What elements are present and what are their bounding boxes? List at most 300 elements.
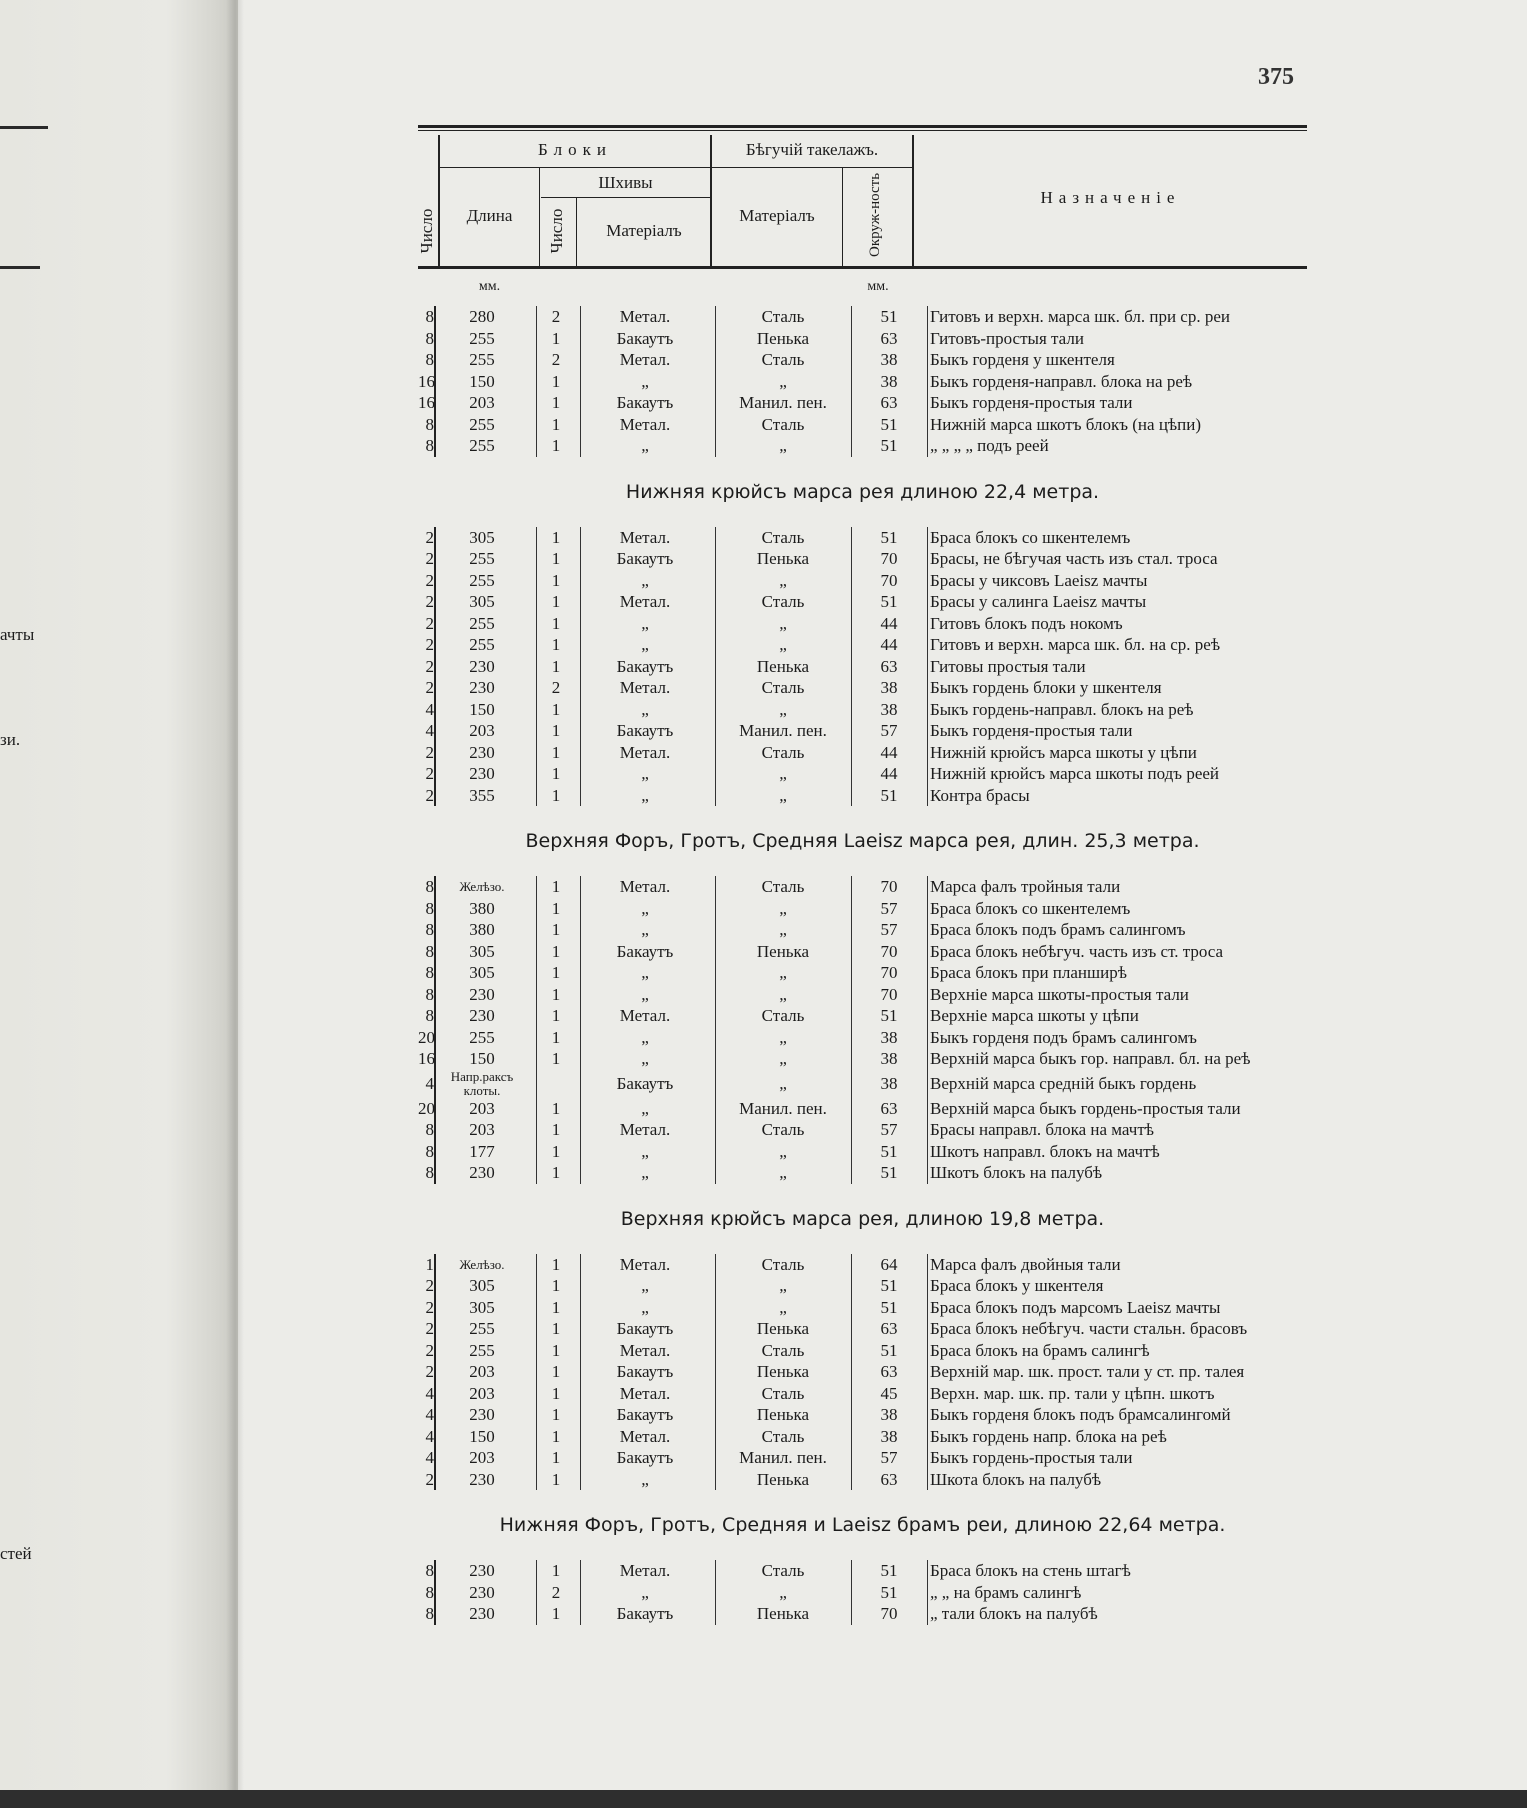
row-purpose: Марса фалъ тройныя тали [930,877,1121,896]
row-length: 230 [469,742,495,762]
row-circumference: 70 [880,1604,898,1623]
table-row [418,876,1307,898]
row-circumference: 38 [880,1049,898,1068]
row-purpose: Браса блокъ подъ брамъ салингомъ [930,920,1186,939]
row-purpose: Гитовъ-простыя тали [930,328,1084,348]
row-circumference: 44 [880,613,898,633]
column-separator [927,570,928,592]
row-purpose: Брасы у чиксовъ Laeisz мачты [930,570,1148,590]
row-sheave-material: „ [641,371,649,391]
column-separator [851,435,852,457]
row-rigging-material: Сталь [761,1340,805,1360]
row-count: 8 [418,1119,436,1141]
column-separator [927,1098,928,1120]
row-length: 380 [469,920,495,939]
column-separator [927,656,928,678]
table-top-rule-thin [418,130,1307,131]
row-circumference: 51 [880,1276,898,1295]
row-sheave-material: „ [641,1276,649,1295]
row-purpose: Быкъ гордень блоки у шкентеля [930,678,1162,697]
table-row [418,634,1307,656]
row-count: 16 [418,393,435,412]
row-circumference: 51 [880,436,898,455]
table-row [418,984,1307,1006]
row-purpose: Брасы направл. блока на мачтѣ [930,1120,1154,1139]
header-purpose: Назначеніе [1040,188,1181,207]
row-length: 230 [469,656,495,676]
row-sheave-count: 1 [551,1297,561,1317]
row-length: 150 [469,1049,495,1068]
row-length: Желѣзо. [459,879,505,894]
row-sheave-material: Метал. [619,307,671,326]
row-count: 2 [418,1469,436,1491]
row-circumference: 38 [880,678,898,697]
row-sheave-material: Бакаутъ [616,1604,674,1623]
column-separator [927,1469,928,1491]
column-separator [927,1340,928,1362]
row-length: Напр.раксъ клоты. [450,1068,514,1098]
row-rigging-material: Сталь [761,527,805,547]
table-row [418,392,1307,414]
row-sheave-count: 2 [551,307,561,326]
header-bottom-rule [418,266,1307,269]
column-separator [851,328,852,350]
row-circumference: 64 [880,1254,898,1274]
row-rigging-material: Пенька [756,1319,810,1338]
row-circumference: 57 [880,1120,898,1139]
table-row [418,414,1307,436]
row-sheave-count: 1 [551,1561,561,1580]
row-rigging-material: Пенька [756,1405,810,1424]
row-length: Желѣзо. [459,1256,505,1272]
row-purpose: Быкъ гордень-направл. блокъ на реѣ [930,699,1194,719]
row-count: 4 [418,1383,436,1405]
row-count: 8 [418,1005,436,1027]
row-count: 4 [418,1426,436,1448]
binding-shadow [226,0,244,1808]
column-separator [851,1297,852,1319]
row-sheave-count: 1 [551,984,561,1004]
row-count: 2 [418,742,436,764]
row-count: 2 [418,613,436,635]
row-sheave-material: „ [641,963,649,982]
column-separator [851,1005,852,1027]
column-separator [927,1603,928,1625]
row-sheave-count: 1 [551,613,561,633]
row-count: 2 [418,763,436,785]
row-sheave-count: 1 [551,898,561,918]
row-sheave-count: 1 [551,1319,561,1338]
row-count: 4 [418,1070,436,1098]
section-title: Верхняя крюйсъ марса рея, длиною 19,8 метра. [620,1207,1105,1230]
row-purpose: Брасы у салинга Laeisz мачты [930,592,1147,611]
row-sheave-material: „ [641,1469,649,1489]
row-sheave-material: „ [641,699,649,719]
row-sheave-material: Метал. [619,742,671,762]
row-length: 230 [469,1163,495,1182]
column-separator [851,898,852,920]
row-sheave-count: 1 [551,785,561,805]
row-sheave-material: „ [641,1297,649,1317]
row-count: 2 [418,785,436,807]
row-purpose: Браса блокъ со шкентелемъ [930,898,1131,918]
left-page-rule [0,126,48,129]
row-length: 355 [469,785,495,805]
row-purpose: Верхніе марса шкоты-простыя тали [930,984,1189,1004]
table-body [418,306,1307,1625]
row-circumference: 38 [880,350,898,369]
row-length: 203 [469,721,495,740]
row-purpose: Шкотъ направл. блокъ на мачтѣ [930,1141,1160,1161]
column-separator [851,1383,852,1405]
row-sheave-count: 1 [551,764,561,783]
column-separator [927,677,928,699]
row-count: 8 [418,962,436,984]
row-purpose: Браса блокъ подъ марсомъ Laeisz мачты [930,1297,1221,1317]
row-sheave-count: 1 [551,1604,561,1623]
row-length: 280 [469,307,495,326]
row-circumference: 63 [880,328,898,348]
row-rigging-material: „ [779,1049,787,1068]
row-sheave-count: 1 [551,371,561,391]
row-sheave-material: Метал. [619,592,671,611]
row-purpose: „ „ „ „ подъ реей [930,436,1049,455]
row-circumference: 57 [880,920,898,939]
row-count: 20 [418,1098,435,1118]
column-separator [927,527,928,549]
column-separator [927,699,928,721]
table-row [418,898,1307,920]
row-purpose: Гитовъ и верхн. марса шк. бл. на ср. реѣ [930,635,1221,654]
row-sheave-count: 1 [551,1383,561,1403]
row-length: 305 [469,592,495,611]
row-rigging-material: „ [779,764,787,783]
row-length: 255 [469,549,495,568]
row-length: 305 [469,527,495,547]
row-count: 2 [418,656,436,678]
table-row [418,677,1307,699]
row-purpose: Быкъ горденя блокъ подъ брамсалингомй [930,1405,1231,1424]
row-circumference: 57 [880,898,898,918]
header-running-rigging: Бѣгучій такелажъ. [745,140,879,159]
row-purpose: „ тали блокъ на палубѣ [930,1604,1098,1623]
row-count: 4 [418,699,436,721]
row-sheave-material: Бакаутъ [616,721,674,740]
row-sheave-count: 1 [551,549,561,568]
row-sheave-material: Метал. [619,678,671,697]
column-separator [927,919,928,941]
row-sheave-count: 1 [551,941,561,961]
row-rigging-material: Сталь [761,678,805,697]
row-purpose: Шкотъ блокъ на палубѣ [930,1163,1103,1182]
row-circumference: 51 [880,414,898,434]
column-separator [851,392,852,414]
column-separator [851,1048,852,1070]
row-count: 16 [418,371,435,391]
left-page-fragment: ачты [0,625,35,644]
column-separator [851,876,852,898]
row-sheave-count: 1 [551,1098,561,1118]
row-sheave-count: 2 [551,350,561,369]
row-count: 2 [418,1318,436,1340]
row-rigging-material: „ [779,1297,787,1317]
table-row [418,591,1307,613]
row-rigging-material: Манил. пен. [739,721,827,740]
column-separator [851,1254,852,1276]
row-sheave-material: „ [641,1163,649,1182]
header-length: Длина [466,206,513,225]
column-separator [851,919,852,941]
column-separator [927,962,928,984]
row-length: 305 [469,963,495,982]
column-separator [851,1603,852,1625]
row-circumference: 38 [880,1405,898,1424]
row-length: 230 [469,1561,495,1580]
table-row [418,1447,1307,1469]
row-rigging-material: Сталь [761,1561,805,1580]
column-separator [851,1560,852,1582]
row-sheave-material: Метал. [619,1120,671,1139]
row-count: 8 [418,876,436,898]
table-row [418,742,1307,764]
row-circumference: 70 [880,570,898,590]
table-row [418,785,1307,807]
row-count: 2 [418,1297,436,1319]
row-rigging-material: „ [779,436,787,455]
row-sheave-count: 1 [551,1254,561,1274]
row-sheave-count: 1 [551,328,561,348]
row-purpose: Быкъ горденя-простыя тали [930,393,1133,412]
column-separator [851,1361,852,1383]
table-row [418,548,1307,570]
column-separator [851,984,852,1006]
table-row [418,1318,1307,1340]
column-separator [927,1447,928,1469]
row-circumference: 51 [880,1163,898,1182]
row-length: 203 [469,1098,495,1118]
column-separator [927,1404,928,1426]
page-number: 375 [1258,64,1294,90]
table-row [418,699,1307,721]
table-row [418,1275,1307,1297]
row-sheave-count: 1 [551,721,561,740]
column-separator [927,1426,928,1448]
row-length: 380 [469,898,495,918]
row-circumference: 45 [880,1383,898,1403]
row-rigging-material: Сталь [761,1120,805,1139]
column-separator [927,435,928,457]
column-separator [927,1141,928,1163]
row-length: 230 [469,1405,495,1424]
row-sheave-count: 1 [551,1006,561,1025]
column-separator [851,763,852,785]
row-purpose: Гитовы простыя тали [930,656,1086,676]
table-row [418,371,1307,393]
row-length: 150 [469,699,495,719]
row-count: 2 [418,1361,436,1383]
column-separator [851,1426,852,1448]
row-length: 255 [469,1340,495,1360]
row-rigging-material: „ [779,898,787,918]
row-count: 8 [418,328,436,350]
row-circumference: 51 [880,1561,898,1580]
row-purpose: Верхній мар. шк. прост. тали у ст. пр. талея [930,1362,1245,1381]
row-sheave-material: Метал. [619,414,671,434]
row-sheave-count: 1 [551,393,561,412]
row-purpose: Шкота блокъ на палубѣ [930,1469,1102,1489]
header-divider [842,168,843,266]
column-separator [927,1297,928,1319]
column-separator [851,1318,852,1340]
table-row [418,1297,1307,1319]
row-length: 255 [469,350,495,369]
header-divider [440,167,912,168]
column-separator [927,548,928,570]
column-separator [927,591,928,613]
row-sheave-material: Бакаутъ [616,1448,674,1467]
row-rigging-material: „ [779,984,787,1004]
table-row [418,941,1307,963]
row-purpose: Контра брасы [930,785,1030,805]
header-count: Число [417,208,436,254]
row-circumference: 38 [880,1027,898,1047]
row-circumference: 38 [880,699,898,719]
left-page-fragment: стей [0,1544,32,1563]
row-length: 305 [469,1297,495,1317]
column-separator [927,763,928,785]
row-rigging-material: „ [779,635,787,654]
row-count: 8 [418,1582,436,1604]
column-separator [851,1275,852,1297]
row-sheave-material: Бакаутъ [616,1073,674,1093]
row-rigging-material: Пенька [756,549,810,568]
row-rigging-material: „ [779,920,787,939]
row-circumference: 51 [880,1141,898,1161]
row-length: 255 [469,414,495,434]
row-sheave-material: Метал. [619,1006,671,1025]
row-circumference: 44 [880,742,898,762]
row-sheave-count: 1 [551,570,561,590]
column-separator [927,349,928,371]
table-row [418,1070,1307,1098]
row-rigging-material: Сталь [761,1006,805,1025]
column-separator [927,1275,928,1297]
table-row [418,328,1307,350]
row-sheave-material: „ [641,920,649,939]
row-rigging-material: Сталь [761,1426,805,1446]
row-purpose: Нижній крюйсъ марса шкоты у цѣпи [930,742,1197,762]
row-purpose: Верхн. мар. шк. пр. тали у цѣпн. шкотъ [930,1383,1215,1403]
column-separator [851,656,852,678]
row-length: 230 [469,1006,495,1025]
column-separator [927,414,928,436]
column-separator [851,570,852,592]
row-rigging-material: Сталь [761,414,805,434]
row-rigging-material: Сталь [761,307,805,326]
row-length: 203 [469,393,495,412]
row-rigging-material: Сталь [761,877,805,896]
table-row [418,1469,1307,1491]
row-rigging-material: Пенька [756,656,810,676]
row-sheave-material: Метал. [619,1340,671,1360]
row-sheave-material: „ [641,1098,649,1118]
row-count: 8 [418,1603,436,1625]
row-purpose: „ „ на брамъ салингѣ [930,1582,1082,1602]
row-count: 2 [418,1340,436,1362]
row-circumference: 63 [880,1362,898,1381]
row-sheave-material: Бакаутъ [616,1362,674,1381]
column-separator [927,1560,928,1582]
row-sheave-count: 1 [551,1141,561,1161]
row-sheave-material: Метал. [619,350,671,369]
row-rigging-material: Манил. пен. [739,393,827,412]
column-separator [851,613,852,635]
row-circumference: 44 [880,635,898,654]
row-count: 4 [418,720,436,742]
row-rigging-material: „ [779,1141,787,1161]
row-sheave-material: Метал. [619,877,671,896]
column-separator [851,1582,852,1604]
column-separator [851,1404,852,1426]
column-separator [851,1141,852,1163]
row-purpose: Верхній марса быкъ гордень-простыя тали [930,1098,1241,1118]
table-row [418,1383,1307,1405]
column-separator [927,720,928,742]
row-sheave-count: 1 [551,1405,561,1424]
row-purpose: Верхній марса быкъ гор. направл. бл. на реѣ [930,1049,1251,1068]
row-sheave-count: 1 [551,1049,561,1068]
table-row [418,1119,1307,1141]
column-separator [851,1162,852,1184]
row-count: 8 [418,1560,436,1582]
table-row [418,570,1307,592]
row-length: 230 [469,678,495,697]
section-title: Нижняя Форъ, Гротъ, Средняя и Laeisz брамъ реи, длиною 22,64 метра. [499,1514,1226,1536]
row-circumference: 63 [880,1319,898,1338]
row-rigging-material: Сталь [761,742,805,762]
row-sheave-count: 1 [551,1469,561,1489]
row-count: 20 [418,1027,435,1047]
row-sheave-material: „ [641,436,649,455]
table-row [418,527,1307,549]
column-separator [927,392,928,414]
row-purpose: Марса фалъ двойныя тали [930,1254,1121,1274]
row-sheave-material: Бакаутъ [616,393,674,412]
row-circumference: 51 [880,527,898,547]
row-rigging-material: „ [779,1582,787,1602]
row-sheave-count: 1 [551,1448,561,1467]
row-circumference: 57 [880,1448,898,1467]
row-sheave-material: Бакаутъ [616,549,674,568]
column-separator [851,962,852,984]
left-page-fold [0,0,238,1808]
column-separator [927,1048,928,1070]
column-separator [851,1340,852,1362]
row-count: 1 [418,1254,436,1276]
scanner-edge [0,1790,1527,1808]
row-purpose: Брасы, не бѣгучая часть изъ стал. троса [930,549,1218,568]
table-row [418,919,1307,941]
row-sheave-material: „ [641,613,649,633]
row-sheave-count: 1 [551,1163,561,1182]
table-row [418,1005,1307,1027]
row-circumference: 63 [880,656,898,676]
row-purpose: Браса блокъ небѣгуч. части стальн. брасовъ [930,1319,1248,1338]
row-circumference: 38 [880,1073,898,1093]
row-count: 4 [418,1404,436,1426]
table-row [418,1048,1307,1070]
section-title: Верхняя Форъ, Гротъ, Средняя Laeisz марса рея, длин. 25,3 метра. [525,830,1200,852]
